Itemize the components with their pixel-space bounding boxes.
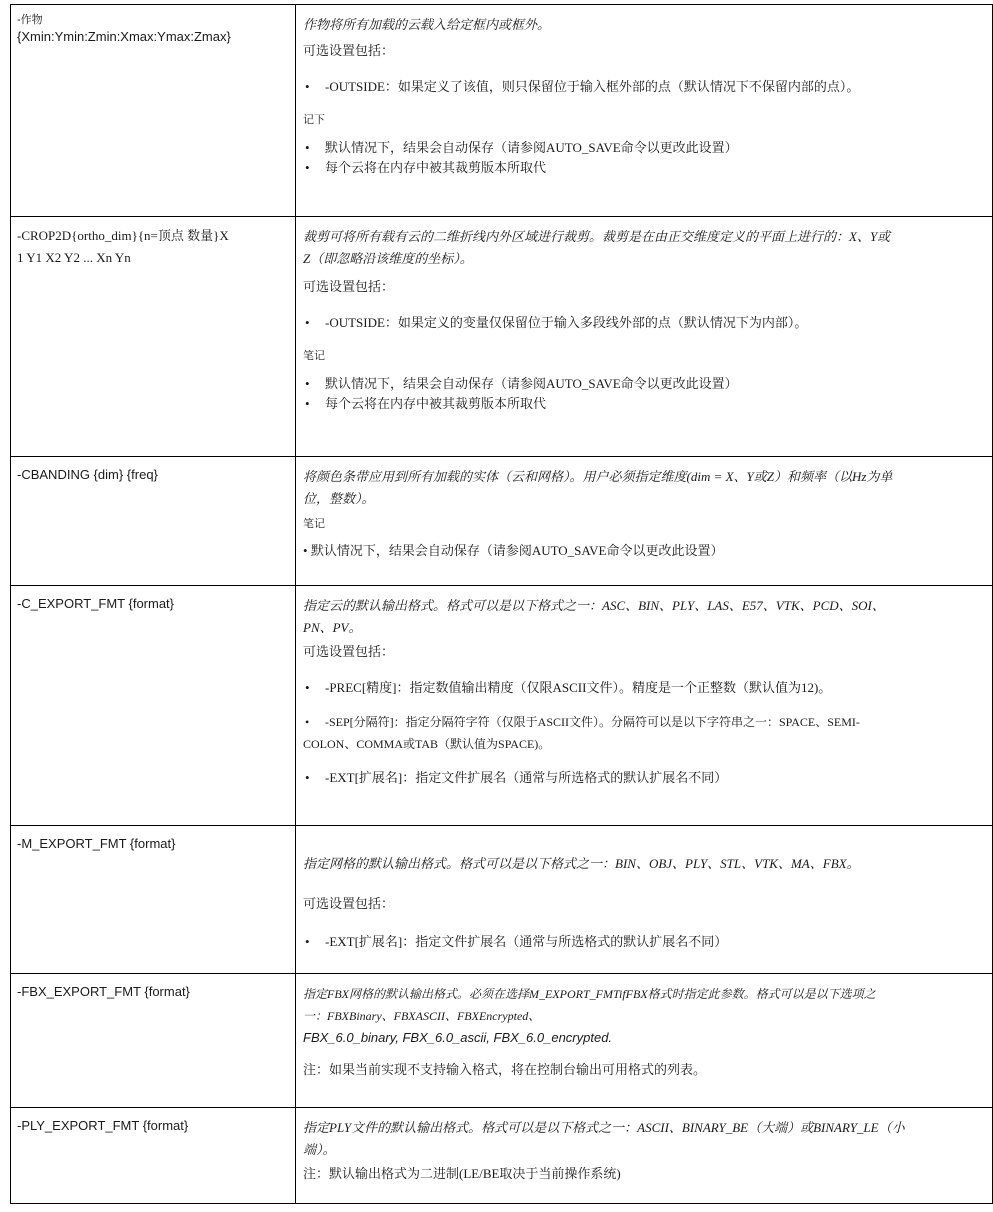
description-text: PN、PV。 bbox=[303, 620, 362, 635]
command-cell bbox=[11, 5, 296, 217]
note-item: • 默认情况下，结果会自动保存（请参阅AUTO_SAVE命令以更改此设置） bbox=[303, 138, 986, 158]
description-cell bbox=[296, 586, 993, 826]
description-text: 作物将所有加载的云载入给定框内或框外。 bbox=[303, 17, 551, 32]
command-args: 1 Y1 X2 Y2 ... Xn Yn bbox=[17, 250, 131, 265]
note-item: • 默认情况下，结果会自动保存（请参阅AUTO_SAVE命令以更改此设置） bbox=[303, 543, 724, 558]
command-name: -FBX_EXPORT_FMT {format} bbox=[17, 984, 190, 999]
command-cell bbox=[11, 586, 296, 826]
table-row bbox=[11, 457, 993, 586]
option-item: • -PREC[精度]：指定数值输出精度（仅限ASCII文件）。精度是一个正整数（默认值为12)。 bbox=[303, 677, 986, 699]
table-row bbox=[11, 586, 993, 826]
option-item: • -OUTSIDE：如果定义了该值，则只保留位于输入框外部的点（默认情况下不保留内部的点）。 bbox=[303, 76, 986, 98]
command-cell bbox=[11, 974, 296, 1108]
command-cell bbox=[11, 1108, 296, 1204]
note-item: • 每个云将在内存中被其裁剪版本所取代 bbox=[303, 158, 986, 178]
table-row bbox=[11, 5, 993, 217]
table-row bbox=[11, 1108, 993, 1204]
table-row bbox=[11, 826, 993, 974]
options-label: 可选设置包括： bbox=[303, 896, 395, 911]
note-item-text: 默认情况下，结果会自动保存（请参阅AUTO_SAVE命令以更改此设置） bbox=[310, 543, 724, 558]
command-name: -CBANDING {dim} {freq} bbox=[17, 467, 158, 482]
command-name: -PLY_EXPORT_FMT {format} bbox=[17, 1118, 189, 1133]
note-label: 记下 bbox=[303, 114, 325, 126]
command-name: -M_EXPORT_FMT {format} bbox=[17, 836, 176, 851]
command-args: {Xmin:Ymin:Zmin:Xmax:Ymax:Zmax} bbox=[17, 29, 231, 44]
description-text: 位，整数）。 bbox=[303, 491, 375, 506]
command-cell bbox=[11, 826, 296, 974]
option-item-continuation: COLON、COMMA或TAB（默认值为SPACE)。 bbox=[303, 737, 551, 751]
description-text: Z（即忽略沿该维度的坐标）。 bbox=[303, 251, 473, 266]
description-cell bbox=[296, 5, 993, 217]
table-row bbox=[11, 974, 993, 1108]
description-text: 指定云的默认输出格式。格式可以是以下格式之一：ASC、BIN、PLY、LAS、E57、VTK、PCD、SOI、 bbox=[303, 598, 885, 613]
description-text: 指定PLY文件的默认输出格式。格式可以是以下格式之一：ASCII、BINARY_BE（大端）或BINARY_LE（小 bbox=[303, 1120, 905, 1135]
command-name: -作物 bbox=[17, 14, 43, 26]
command-name: -C_EXPORT_FMT {format} bbox=[17, 596, 175, 611]
description-cell bbox=[296, 217, 993, 457]
command-name: -CROP2D{ortho_dim}{n=顶点 数量}X bbox=[17, 228, 229, 243]
options-label: 可选设置包括： bbox=[303, 644, 395, 659]
description-text: 端）。 bbox=[303, 1142, 336, 1157]
description-cell bbox=[296, 826, 993, 974]
description-cell bbox=[296, 974, 993, 1108]
description-text: 将颜色条带应用到所有加载的实体（云和网格）。用户必须指定维度(dim = X、Y或Z）和频率（以Hz为单 bbox=[303, 469, 893, 484]
description-text: 指定FBX网格的默认输出格式。必须在选择M_EXPORT_FMTifFBX格式时指定此参数。格式可以是以下选项之 bbox=[303, 987, 876, 1001]
description-text: 指定网格的默认输出格式。格式可以是以下格式之一：BIN、OBJ、PLY、STL、VTK、MA、FBX。 bbox=[303, 856, 860, 871]
command-table bbox=[10, 4, 993, 1204]
description-text: FBX_6.0_binary, FBX_6.0_ascii, FBX_6.0_encrypted. bbox=[303, 1030, 613, 1045]
note-item: • 每个云将在内存中被其裁剪版本所取代 bbox=[303, 394, 986, 414]
option-item: • -OUTSIDE：如果定义的变量仅保留位于输入多段线外部的点（默认情况下为内部）。 bbox=[303, 312, 986, 334]
option-item: • -EXT[扩展名]：指定文件扩展名（通常与所选格式的默认扩展名不同） bbox=[303, 767, 986, 789]
option-item: • -EXT[扩展名]：指定文件扩展名（通常与所选格式的默认扩展名不同） bbox=[303, 931, 986, 953]
description-text: 裁剪可将所有载有云的二维折线内外区域进行裁剪。裁剪是在由正交维度定义的平面上进行的：X、Y或 bbox=[303, 229, 891, 244]
option-item-line: -SEP[分隔符]：指定分隔符字符（仅限于ASCII文件）。分隔符可以是以下字符串之一：SPACE、SEMI- bbox=[325, 715, 860, 729]
description-cell bbox=[296, 1108, 993, 1204]
note-label: 笔记 bbox=[303, 350, 325, 362]
table-row bbox=[11, 217, 993, 457]
command-cell bbox=[11, 457, 296, 586]
note-text: 注：如果当前实现不支持输入格式，将在控制台输出可用格式的列表。 bbox=[303, 1062, 707, 1077]
options-label: 可选设置包括： bbox=[303, 43, 395, 58]
command-cell bbox=[11, 217, 296, 457]
note-text: 注：默认输出格式为二进制(LE/BE取决于当前操作系统) bbox=[303, 1166, 621, 1181]
options-label: 可选设置包括： bbox=[303, 279, 395, 294]
note-item: • 默认情况下，结果会自动保存（请参阅AUTO_SAVE命令以更改此设置） bbox=[303, 374, 986, 394]
description-text: 一：FBXBinary、FBXASCII、FBXEncrypted、 bbox=[303, 1009, 541, 1023]
note-label: 笔记 bbox=[303, 518, 325, 530]
description-cell bbox=[296, 457, 993, 586]
option-item bbox=[303, 711, 986, 733]
